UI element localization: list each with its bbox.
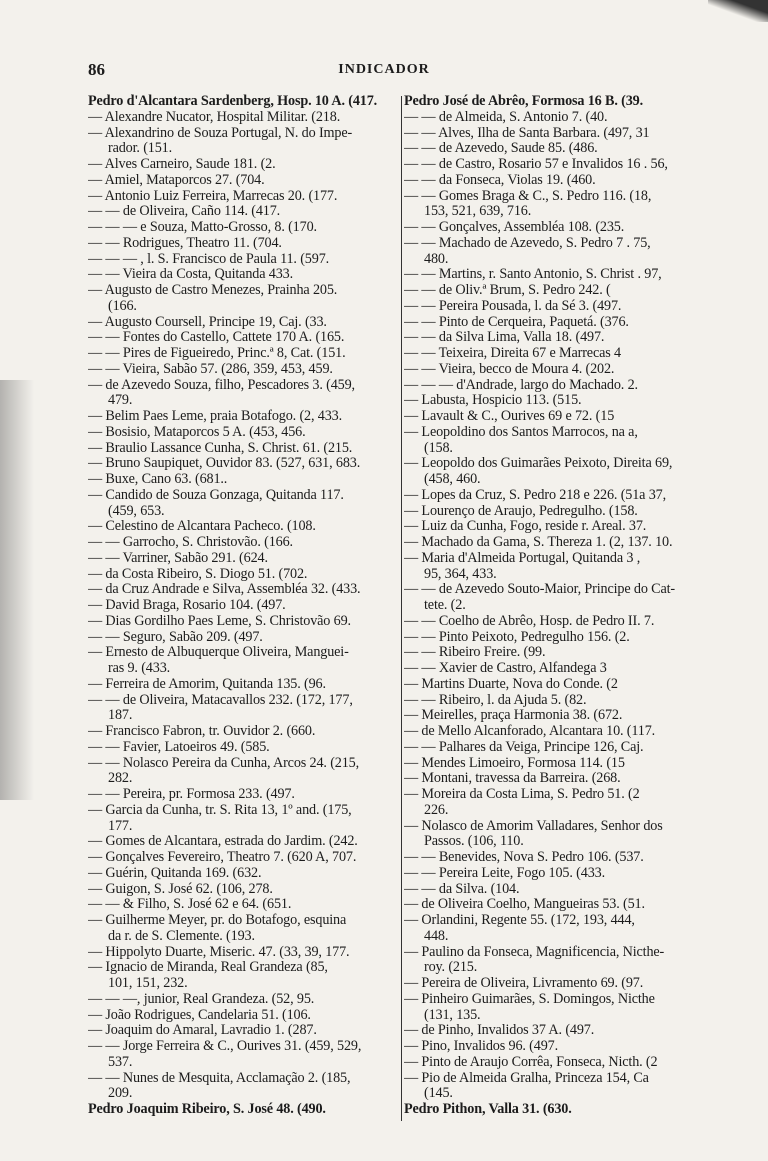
directory-entry-line: — de Oliveira Coelho, Mangueiras 53. (51.: [404, 897, 645, 913]
directory-entry-line: — — Pereira Leite, Fogo 105. (433.: [404, 865, 605, 881]
directory-entry-line: Pedro Pithon, Valla 31. (630.: [404, 1102, 572, 1117]
directory-entry-line: — — Vieira, becco de Moura 4. (202.: [404, 361, 615, 377]
directory-entry-line: — Guigon, S. José 62. (106, 278.: [88, 881, 273, 897]
directory-entry-line: — — da Silva Lima, Valla 18. (497.: [404, 330, 605, 346]
scan-shadow: [0, 380, 34, 800]
directory-entry-line: — Lavault & C., Ourives 69 e 72. (15: [404, 409, 615, 424]
directory-entry-line: — — Varriner, Sabão 291. (624.: [88, 550, 268, 566]
directory-entry-line: — Antonio Luiz Ferreira, Marrecas 20. (177.: [88, 188, 338, 204]
directory-entry-line: — — de Azevedo, Saude 85. (486.: [404, 141, 598, 157]
directory-entry-line: — — & Filho, S. José 62 e 64. (651.: [88, 897, 292, 913]
directory-entry-line: — — Benevides, Nova S. Pedro 106. (537.: [404, 850, 644, 865]
directory-entry-line: — Luiz da Cunha, Fogo, reside r. Areal. 37.: [404, 519, 647, 535]
directory-entry-line: — — Ribeiro, l. da Ajuda 5. (82.: [404, 692, 587, 708]
directory-entry-line: — Alexandrino de Souza Portugal, N. do Impe-: [88, 125, 353, 141]
column-divider: [401, 96, 402, 1121]
directory-entry-line: — de Azevedo Souza, filho, Pescadores 3. (459,: [88, 377, 355, 393]
directory-entry-line: — — Pires de Figueiredo, Princ.ª 8, Cat. (151.: [88, 346, 346, 361]
entry-continuation-line: 101, 151, 232.: [108, 976, 188, 991]
entry-continuation-line: tete. (2.: [424, 598, 466, 613]
directory-entry-line: — Guérin, Quitanda 169. (632.: [88, 865, 262, 881]
directory-entry-line: — Nolasco de Amorim Valladares, Senhor dos: [404, 818, 663, 834]
directory-entry-line: — Orlandini, Regente 55. (172, 193, 444,: [404, 913, 635, 928]
entry-continuation-line: 153, 521, 639, 716.: [424, 204, 532, 220]
entry-continuation-line: 480.: [424, 251, 449, 267]
directory-entry-line: — Guilherme Meyer, pr. do Botafogo, esquina: [88, 913, 347, 928]
directory-entry-line: — — Gomes Braga & C., S. Pedro 116. (18,: [404, 188, 652, 204]
directory-entry-line: — Dias Gordilho Paes Leme, S. Christovão 69.: [88, 613, 351, 629]
directory-entry-line: — — Pereira Pousada, l. da Sé 3. (497.: [404, 298, 622, 314]
directory-entry-line: Pedro d'Alcantara Sardenberg, Hosp. 10 A. (417.: [88, 94, 378, 109]
directory-entry-line: — Montani, travessa da Barreira. (268.: [404, 771, 621, 787]
entry-continuation-line: (459, 653.: [108, 503, 165, 519]
directory-entry-line: — Amiel, Mataporcos 27. (704.: [88, 172, 265, 188]
directory-entry-line: — da Costa Ribeiro, S. Diogo 51. (702.: [88, 566, 308, 582]
directory-entry-line: — — Pinto de Cerqueira, Paquetá. (376.: [404, 314, 629, 330]
scan-corner: [708, 0, 768, 22]
directory-entry-line: — da Cruz Andrade e Silva, Assembléa 32. (433.: [88, 582, 361, 598]
directory-entry-line: — Bruno Saupiquet, Ouvidor 83. (527, 631, 683.: [88, 456, 361, 472]
directory-entry-line: — — Teixeira, Direita 67 e Marrecas 4: [404, 346, 621, 361]
directory-entry-line: — Ernesto de Albuquerque Oliveira, Manguei-: [88, 645, 349, 661]
entry-continuation-line: 448.: [424, 928, 449, 944]
directory-entry-line: — Meirelles, praça Harmonia 38. (672.: [404, 708, 623, 724]
directory-entry-line: — Alexandre Nucator, Hospital Militar. (218.: [88, 109, 341, 125]
directory-entry-line: — — — , l. S. Francisco de Paula 11. (597.: [88, 251, 330, 267]
directory-entry-line: — — Martins, r. Santo Antonio, S. Christ . 97,: [404, 267, 662, 283]
directory-entry-line: — Francisco Fabron, tr. Ouvidor 2. (660.: [88, 724, 316, 739]
entry-continuation-line: da r. de S. Clemente. (193.: [108, 928, 255, 944]
directory-entry-line: — — Vieira da Costa, Quitanda 433.: [88, 267, 293, 283]
directory-entry-line: — Maria d'Almeida Portugal, Quitanda 3 ,: [404, 550, 641, 566]
directory-entry-line: — — Vieira, Sabão 57. (286, 359, 453, 459.: [88, 361, 333, 377]
entry-continuation-line: (158.: [424, 440, 453, 456]
directory-entry-line: — Machado da Gama, S. Thereza 1. (2, 137. 10.: [404, 535, 673, 550]
directory-entry-line: — Pinto de Araujo Corrêa, Fonseca, Nicth. (2: [404, 1054, 658, 1070]
left-column: [88, 94, 400, 1118]
directory-entry-line: — Ferreira de Amorim, Quitanda 135. (96.: [88, 676, 326, 692]
directory-entry-line: — João Rodrigues, Candelaria 51. (106.: [88, 1007, 311, 1023]
directory-entry-line: — Pio de Almeida Gralha, Princeza 154, Ca: [404, 1070, 649, 1086]
entry-continuation-line: 209.: [108, 1086, 133, 1102]
entry-continuation-line: (458, 460.: [424, 472, 481, 487]
directory-entry-line: — — Fontes do Castello, Cattete 170 A. (165.: [88, 330, 345, 346]
entry-continuation-line: (166.: [108, 298, 137, 314]
directory-entry-line: — Belim Paes Leme, praia Botafogo. (2, 433.: [88, 409, 342, 424]
directory-entry-line: — — Gonçalves, Assembléa 108. (235.: [404, 220, 625, 235]
directory-entry-line: — Mendes Limoeiro, Formosa 114. (15: [404, 755, 625, 771]
directory-entry-line: — Augusto de Castro Menezes, Prainha 205.: [88, 283, 338, 298]
directory-entry-line: — — de Oliv.ª Brum, S. Pedro 242. (: [404, 283, 611, 298]
directory-entry-line: — Joaquim do Amaral, Lavradio 1. (287.: [88, 1023, 317, 1039]
directory-entry-line: — Gomes de Alcantara, estrada do Jardim. (242.: [88, 834, 358, 850]
entry-continuation-line: rador. (151.: [108, 141, 172, 157]
directory-entry-line: — Buxe, Cano 63. (681..: [88, 472, 228, 487]
running-title: INDICADOR: [338, 62, 430, 77]
directory-entry-line: — Ignacio de Miranda, Real Grandeza (85,: [88, 960, 328, 976]
directory-entry-line: Pedro Joaquim Ribeiro, S. José 48. (490.: [88, 1102, 326, 1117]
directory-entry-line: — — Machado de Azevedo, S. Pedro 7 . 75,: [404, 235, 651, 251]
directory-entry-line: — de Pinho, Invalidos 37 A. (497.: [404, 1023, 595, 1039]
directory-entry-line: — Gonçalves Fevereiro, Theatro 7. (620 A, 707.: [88, 850, 357, 865]
directory-entry-line: — — Nolasco Pereira da Cunha, Arcos 24. (215,: [88, 755, 360, 771]
directory-entry-line: — — Rodrigues, Theatro 11. (704.: [88, 235, 282, 251]
directory-entry-line: — Braulio Lassance Cunha, S. Christ. 61. (215.: [88, 440, 353, 456]
directory-entry-line: — Paulino da Fonseca, Magnificencia, Nicthe-: [404, 944, 665, 960]
directory-entry-line: — Bosisio, Mataporcos 5 A. (453, 456.: [88, 424, 306, 440]
directory-entry-line: — — Alves, Ilha de Santa Barbara. (497, 31: [404, 125, 650, 141]
directory-entry-line: Pedro José de Abrêo, Formosa 16 B. (39.: [404, 94, 643, 109]
directory-entry-line: — David Braga, Rosario 104. (497.: [88, 598, 286, 613]
entry-continuation-line: 479.: [108, 393, 133, 409]
directory-entry-line: — de Mello Alcanforado, Alcantara 10. (117.: [404, 724, 656, 739]
entry-continuation-line: ras 9. (433.: [108, 661, 171, 676]
right-column: [404, 94, 744, 1118]
directory-entry-line: — Candido de Souza Gonzaga, Quitanda 117.: [88, 487, 344, 503]
entry-continuation-line: 282.: [108, 771, 133, 787]
directory-entry-line: — Garcia da Cunha, tr. S. Rita 13, 1º and. (175,: [88, 802, 352, 818]
page-number: 86: [88, 60, 105, 79]
directory-entry-line: — — Pereira, pr. Formosa 233. (497.: [88, 787, 295, 802]
directory-entry-line: — — Ribeiro Freire. (99.: [404, 645, 546, 661]
directory-entry-line: — Martins Duarte, Nova do Conde. (2: [404, 676, 618, 692]
directory-entry-line: — — Jorge Ferreira & C., Ourives 31. (459, 529,: [88, 1039, 362, 1054]
directory-entry-line: — Hippolyto Duarte, Miseric. 47. (33, 39, 177.: [88, 944, 350, 960]
directory-entry-line: — Pinheiro Guimarães, S. Domingos, Nicthe: [404, 991, 655, 1007]
directory-entry-line: — — Palhares da Veiga, Principe 126, Caj.: [404, 739, 644, 755]
directory-entry-line: — — Xavier de Castro, Alfandega 3: [404, 661, 607, 676]
entry-continuation-line: 226.: [424, 802, 449, 818]
directory-entry-line: — — — e Souza, Matto-Grosso, 8. (170.: [88, 220, 317, 235]
directory-entry-line: — — de Azevedo Souto-Maior, Principe do Cat-: [404, 582, 676, 598]
directory-entry-line: — — de Castro, Rosario 57 e Invalidos 16 . 56,: [404, 157, 668, 172]
directory-entry-line: — Augusto Coursell, Principe 19, Caj. (33.: [88, 314, 327, 330]
entry-continuation-line: 177.: [108, 818, 133, 834]
directory-entry-line: — — Pinto Peixoto, Pedregulho 156. (2.: [404, 629, 630, 645]
directory-entry-line: — — Favier, Latoeiros 49. (585.: [88, 739, 270, 755]
directory-entry-line: — — da Fonseca, Violas 19. (460.: [404, 172, 596, 188]
directory-entry-line: — Moreira da Costa Lima, S. Pedro 51. (2: [404, 787, 640, 802]
directory-entry-line: — — de Oliveira, Caño 114. (417.: [88, 204, 281, 220]
directory-entry-line: — Leopoldo dos Guimarães Peixoto, Direita 69,: [404, 456, 673, 472]
directory-entry-line: — Leopoldino dos Santos Marrocos, na a,: [404, 424, 638, 440]
entry-continuation-line: 187.: [108, 708, 133, 724]
directory-entry-line: — — de Almeida, S. Antonio 7. (40.: [404, 109, 608, 125]
entry-continuation-line: 537.: [108, 1054, 133, 1070]
entry-continuation-line: (145.: [424, 1086, 453, 1102]
entry-continuation-line: roy. (215.: [424, 960, 478, 976]
directory-entry-line: — — — d'Andrade, largo do Machado. 2.: [404, 377, 638, 393]
directory-entry-line: — — Nunes de Mesquita, Acclamação 2. (185,: [88, 1070, 351, 1086]
entry-continuation-line: 95, 364, 433.: [424, 566, 497, 582]
directory-entry-line: — Labusta, Hospicio 113. (515.: [404, 393, 582, 409]
directory-entry-line: — — de Oliveira, Matacavallos 232. (172, 177,: [88, 692, 353, 708]
directory-entry-line: — — Garrocho, S. Christovão. (166.: [88, 535, 293, 550]
entry-continuation-line: (131, 135.: [424, 1007, 481, 1023]
directory-entry-line: — Lopes da Cruz, S. Pedro 218 e 226. (51a 37,: [404, 487, 666, 503]
entry-continuation-line: Passos. (106, 110.: [424, 834, 524, 850]
directory-entry-line: — — da Silva. (104.: [404, 881, 520, 897]
directory-entry-line: — — Coelho de Abrêo, Hosp. de Pedro II. 7.: [404, 613, 655, 629]
directory-entry-line: — — Seguro, Sabão 209. (497.: [88, 629, 263, 645]
directory-entry-line: — Pereira de Oliveira, Livramento 69. (97.: [404, 976, 644, 991]
directory-entry-line: — — —, junior, Real Grandeza. (52, 95.: [88, 991, 315, 1007]
directory-entry-line: — Alves Carneiro, Saude 181. (2.: [88, 157, 276, 172]
directory-entry-line: — Celestino de Alcantara Pacheco. (108.: [88, 519, 316, 535]
directory-entry-line: — Lourenço de Araujo, Pedregulho. (158.: [404, 503, 638, 519]
directory-entry-line: — Pino, Invalidos 96. (497.: [404, 1039, 558, 1054]
